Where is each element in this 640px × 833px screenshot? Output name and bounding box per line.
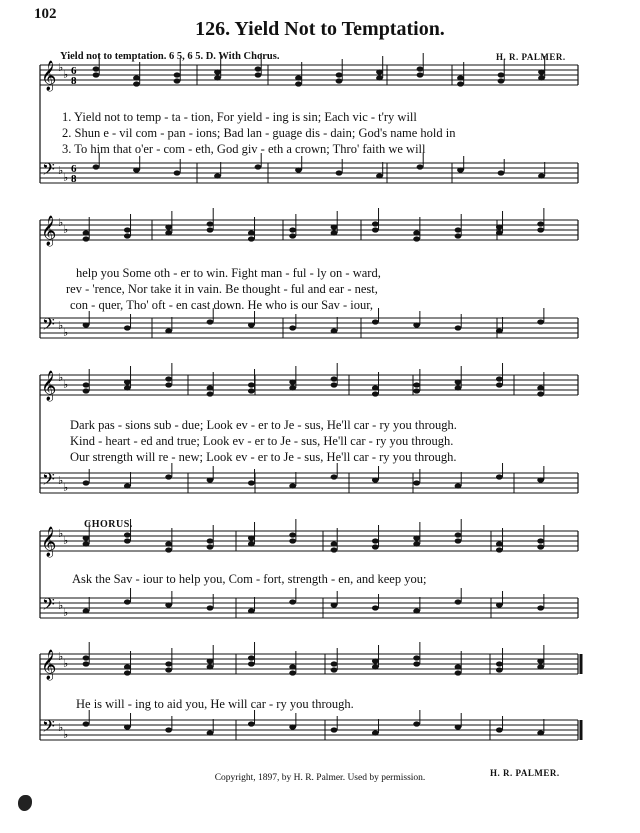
time-signature: 8 [71, 75, 77, 87]
note-head [165, 382, 172, 387]
note-head [124, 538, 131, 543]
note-head [248, 655, 255, 660]
note-head [124, 599, 131, 604]
note-head [455, 664, 462, 669]
note-head [289, 664, 296, 669]
note-head [413, 480, 420, 485]
verse-3-line-1: 3. To him that o'er - com - eth, God giv - eth a crown; Thro' faith we will [62, 142, 426, 156]
note-head [207, 544, 214, 549]
note-head [207, 319, 214, 324]
flat-sign: ♭ [58, 320, 64, 332]
note-head [207, 658, 214, 663]
flat-sign: ♭ [63, 327, 69, 339]
note-head [331, 667, 338, 672]
note-head [289, 227, 296, 232]
flat-sign: ♭ [63, 658, 69, 670]
bass-clef: 𝄢 [42, 314, 55, 338]
note-head [413, 608, 420, 613]
note-head [413, 721, 420, 726]
note-head [165, 224, 172, 229]
note-head [289, 325, 296, 330]
note-head [413, 655, 420, 660]
note-head [496, 667, 503, 672]
note-head [124, 670, 131, 675]
note-head [331, 547, 338, 552]
note-head [289, 379, 296, 384]
note-head [248, 608, 255, 613]
note-head [496, 661, 503, 666]
note-head [537, 391, 544, 396]
flat-sign: ♭ [58, 165, 64, 177]
note-head [336, 170, 343, 175]
flat-sign: ♭ [63, 482, 69, 494]
note-head [331, 230, 338, 235]
note-head [372, 544, 379, 549]
note-head [537, 385, 544, 390]
note-head [413, 535, 420, 540]
note-head [83, 608, 90, 613]
note-head [165, 230, 172, 235]
note-head [255, 66, 262, 71]
bass-clef: 𝄢 [42, 159, 55, 183]
treble-clef: 𝄞 [41, 216, 57, 246]
flat-sign: ♭ [63, 379, 69, 391]
note-head [93, 72, 100, 77]
note-head [165, 667, 172, 672]
note-head [413, 541, 420, 546]
chorus-label: CHORUS. [84, 519, 133, 530]
note-head [455, 385, 462, 390]
composer-end-credit: H. R. PALMER. [490, 768, 560, 778]
flat-sign: ♭ [63, 172, 69, 184]
note-head [207, 538, 214, 543]
note-head [295, 75, 302, 80]
flat-sign: ♭ [58, 651, 64, 663]
note-head [496, 474, 503, 479]
note-head [498, 78, 505, 83]
note-head [133, 75, 140, 80]
note-head [537, 544, 544, 549]
bass-clef: 𝄢 [42, 469, 55, 493]
verse-3-line-2: con - quer, Tho' oft - en cast down. He who is our Sav - iour, [70, 298, 374, 312]
note-head [376, 173, 383, 178]
note-head [83, 480, 90, 485]
note-head [83, 230, 90, 235]
note-head [83, 322, 90, 327]
note-head [537, 730, 544, 735]
note-head [537, 477, 544, 482]
note-head [538, 173, 545, 178]
flat-sign: ♭ [58, 62, 64, 74]
note-head [83, 236, 90, 241]
note-head [413, 661, 420, 666]
note-head [83, 541, 90, 546]
flat-sign: ♭ [63, 224, 69, 236]
verse-1-line-1: 1. Yield not to temp - ta - tion, For yield - ing is sin; Each vic - t'ry will [62, 110, 417, 124]
verse-2-line-2: rev - 'rence, Nor take it in vain. Be thought - ful and ear - nest, [66, 282, 378, 296]
note-head [496, 376, 503, 381]
note-head [455, 532, 462, 537]
note-head [372, 391, 379, 396]
note-head [248, 230, 255, 235]
note-head [83, 388, 90, 393]
note-head [289, 532, 296, 537]
note-head [457, 167, 464, 172]
time-signature: 8 [71, 173, 77, 185]
note-head [455, 599, 462, 604]
note-head [289, 483, 296, 488]
note-head [455, 724, 462, 729]
note-head [289, 233, 296, 238]
note-head [289, 670, 296, 675]
note-head [174, 78, 181, 83]
flat-sign: ♭ [63, 69, 69, 81]
treble-clef: 𝄞 [41, 371, 57, 401]
note-head [496, 602, 503, 607]
note-head [165, 661, 172, 666]
note-head [331, 661, 338, 666]
note-head [255, 72, 262, 77]
note-head [207, 605, 214, 610]
note-head [124, 233, 131, 238]
flat-sign: ♭ [58, 217, 64, 229]
hymn-title: 126. Yield Not to Temptation. [195, 18, 445, 40]
note-head [174, 72, 181, 77]
note-head [372, 730, 379, 735]
note-head [295, 167, 302, 172]
note-head [124, 664, 131, 669]
note-head [165, 541, 172, 546]
note-head [496, 230, 503, 235]
note-head [538, 69, 545, 74]
bass-clef: 𝄢 [42, 594, 55, 618]
note-head [83, 721, 90, 726]
note-head [124, 227, 131, 232]
note-head [537, 538, 544, 543]
note-head [133, 81, 140, 86]
note-head [248, 382, 255, 387]
note-head [255, 164, 262, 169]
note-head [124, 379, 131, 384]
note-head [248, 480, 255, 485]
note-head [207, 477, 214, 482]
note-head [124, 724, 131, 729]
note-head [124, 385, 131, 390]
note-head [124, 532, 131, 537]
note-head [455, 325, 462, 330]
note-head [331, 382, 338, 387]
note-head [413, 388, 420, 393]
note-head [537, 221, 544, 226]
note-head [331, 727, 338, 732]
note-head [165, 602, 172, 607]
note-head [289, 385, 296, 390]
note-head [455, 483, 462, 488]
flat-sign: ♭ [58, 600, 64, 612]
note-head [214, 69, 221, 74]
note-head [83, 655, 90, 660]
note-head [165, 328, 172, 333]
note-head [538, 75, 545, 80]
note-head [413, 236, 420, 241]
note-head [165, 727, 172, 732]
treble-clef: 𝄞 [41, 650, 57, 680]
note-head [165, 376, 172, 381]
flat-sign: ♭ [63, 535, 69, 547]
note-head [537, 664, 544, 669]
note-head [413, 322, 420, 327]
note-head [496, 328, 503, 333]
flat-sign: ♭ [58, 722, 64, 734]
note-head [496, 541, 503, 546]
note-head [417, 164, 424, 169]
note-head [457, 75, 464, 80]
note-head [124, 325, 131, 330]
note-head [455, 670, 462, 675]
note-head [165, 474, 172, 479]
note-head [331, 328, 338, 333]
verse-1-line-2: help you Some oth - er to win. Fight man - ful - ly on - ward, [76, 266, 381, 280]
note-head [214, 173, 221, 178]
note-head [289, 538, 296, 543]
note-head [124, 483, 131, 488]
note-head [336, 72, 343, 77]
verse-1-line-3: Dark pas - sions sub - due; Look ev - er to Je - sus, He'll car - ry you through. [70, 418, 457, 432]
flat-sign: ♭ [63, 729, 69, 741]
flat-sign: ♭ [58, 475, 64, 487]
flat-sign: ♭ [58, 528, 64, 540]
note-head [372, 385, 379, 390]
note-head [376, 75, 383, 80]
note-head [248, 236, 255, 241]
note-head [413, 230, 420, 235]
note-head [496, 547, 503, 552]
note-head [248, 535, 255, 540]
note-head [455, 538, 462, 543]
note-head [295, 81, 302, 86]
time-signature: 6 [71, 163, 77, 175]
note-head [248, 388, 255, 393]
meter-line: Yield not to temptation. 6 5, 6 5. D. With Chorus. [60, 51, 280, 62]
note-head [83, 661, 90, 666]
note-head [331, 541, 338, 546]
note-head [372, 658, 379, 663]
note-head [331, 474, 338, 479]
note-head [165, 547, 172, 552]
note-head [496, 727, 503, 732]
note-head [372, 538, 379, 543]
note-head [372, 477, 379, 482]
verse-3-line-3: Our strength will re - new; Look ev - er to Je - sus, He'll car - ry you through. [70, 450, 457, 464]
time-signature: 6 [71, 65, 77, 77]
note-head [207, 730, 214, 735]
note-head [537, 319, 544, 324]
note-head [207, 664, 214, 669]
note-head [83, 382, 90, 387]
note-head [331, 224, 338, 229]
note-head [133, 167, 140, 172]
note-head [372, 664, 379, 669]
note-head [289, 599, 296, 604]
note-head [417, 72, 424, 77]
chorus-line-1: Ask the Sav - iour to help you, Com - fort, strength - en, and keep you; [72, 572, 427, 586]
note-head [537, 605, 544, 610]
note-head [174, 170, 181, 175]
verse-2-line-1: 2. Shun e - vil com - pan - ions; Bad lan - guage dis - dain; God's name hold in [62, 126, 456, 140]
note-head [248, 541, 255, 546]
note-head [413, 382, 420, 387]
note-head [248, 322, 255, 327]
note-head [93, 66, 100, 71]
note-head [207, 221, 214, 226]
note-head [207, 227, 214, 232]
note-head [455, 227, 462, 232]
note-head [537, 658, 544, 663]
note-head [496, 382, 503, 387]
chorus-line-2: He is will - ing to aid you, He will car - ry you through. [76, 697, 354, 711]
treble-clef: 𝄞 [41, 61, 57, 91]
note-head [331, 376, 338, 381]
note-head [331, 602, 338, 607]
note-head [537, 227, 544, 232]
note-head [93, 164, 100, 169]
note-head [289, 724, 296, 729]
note-head [496, 224, 503, 229]
note-head [248, 661, 255, 666]
page-number: 102 [34, 6, 57, 22]
note-head [248, 721, 255, 726]
note-head [376, 69, 383, 74]
note-head [457, 81, 464, 86]
flat-sign: ♭ [63, 607, 69, 619]
note-head [207, 385, 214, 390]
note-head [372, 319, 379, 324]
note-head [498, 72, 505, 77]
note-head [336, 78, 343, 83]
note-head [83, 535, 90, 540]
note-head [372, 605, 379, 610]
bass-clef: 𝄢 [42, 716, 55, 740]
treble-clef: 𝄞 [41, 527, 57, 557]
flat-sign: ♭ [58, 372, 64, 384]
note-head [455, 233, 462, 238]
note-head [214, 75, 221, 80]
copyright-notice: Copyright, 1897, by H. R. Palmer. Used by permission. [214, 773, 426, 783]
composer-credit: H. R. PALMER. [496, 52, 566, 62]
note-head [498, 170, 505, 175]
note-head [417, 66, 424, 71]
verse-2-line-3: Kind - heart - ed and true; Look ev - er to Je - sus, He'll car - ry you through. [70, 434, 454, 448]
note-head [455, 379, 462, 384]
note-head [372, 221, 379, 226]
note-head [372, 227, 379, 232]
note-head [207, 391, 214, 396]
